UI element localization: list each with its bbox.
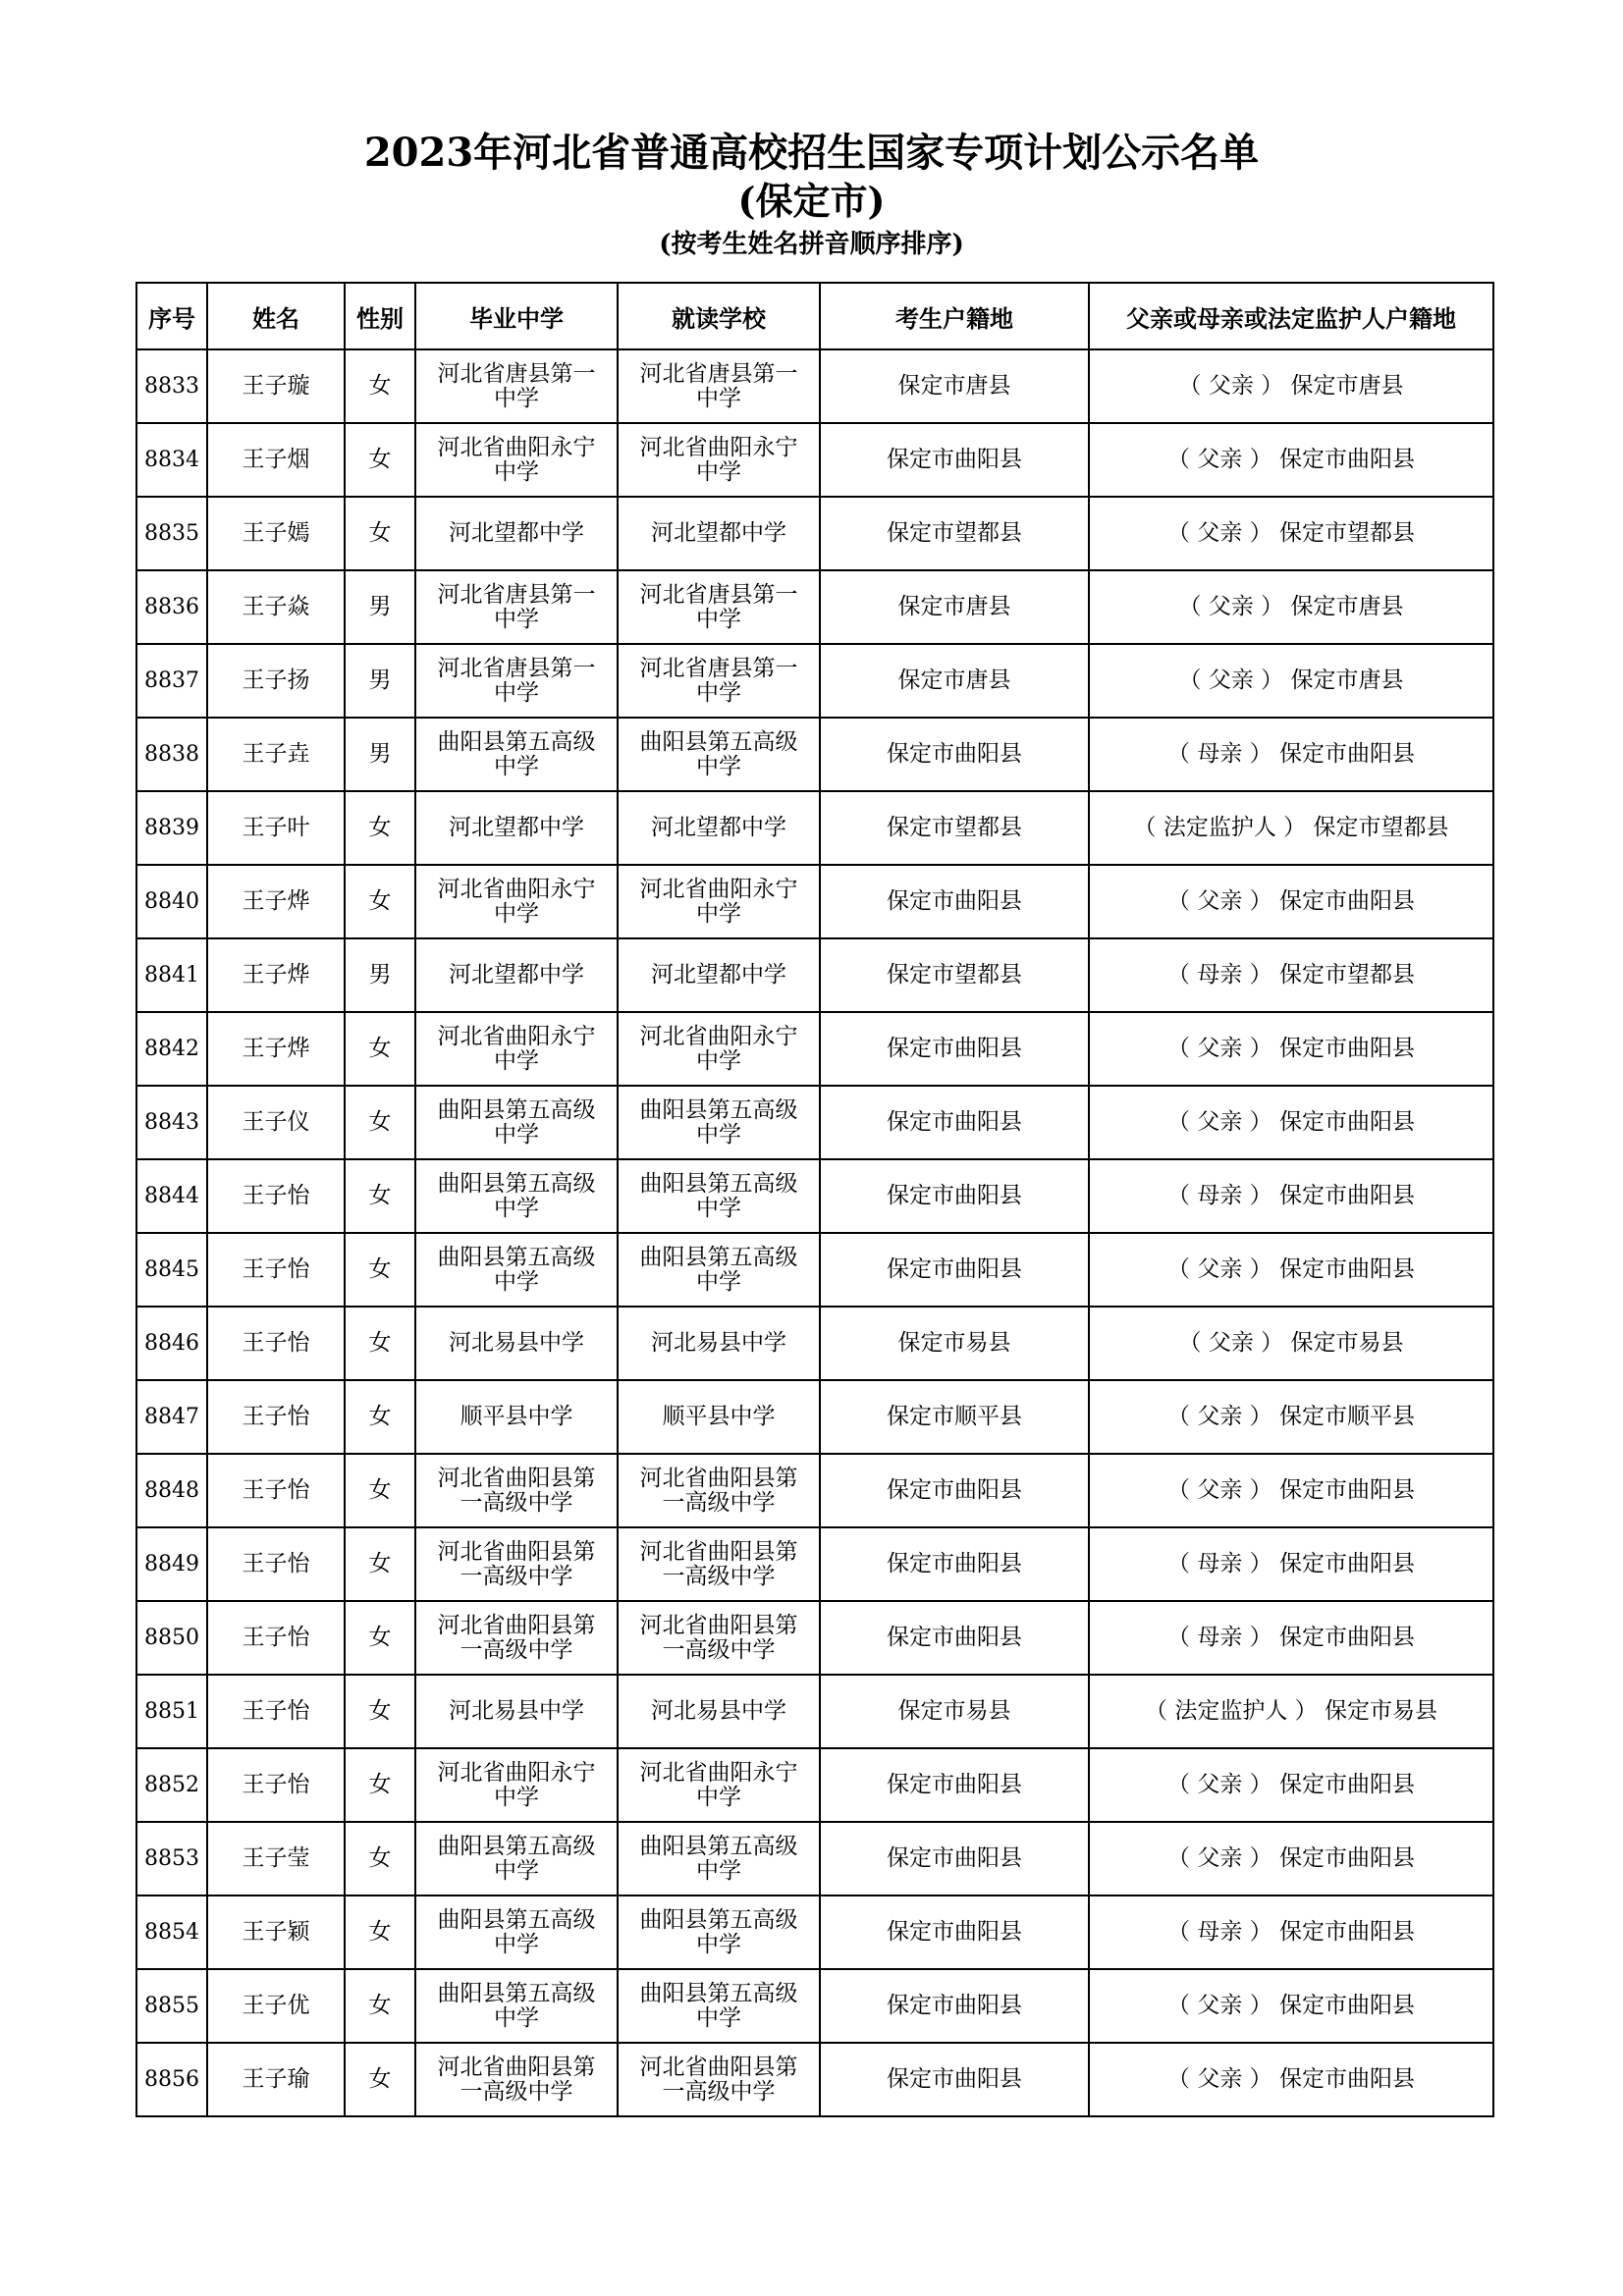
cell-guardian-residence: （ 父亲 ） 保定市曲阳县: [1089, 1454, 1493, 1527]
cell-guardian-residence: （ 父亲 ） 保定市曲阳县: [1089, 1822, 1493, 1896]
cell-gender: 男: [345, 938, 415, 1012]
table-row: [136, 1159, 1493, 1233]
cell-serial: 8839: [136, 791, 207, 865]
header-serial: 序号: [136, 283, 207, 349]
table-row: [136, 1086, 1493, 1159]
cell-guardian-residence: （ 母亲 ） 保定市望都县: [1089, 938, 1493, 1012]
cell-gender: 男: [345, 570, 415, 644]
cell-guardian-residence: （ 父亲 ） 保定市曲阳县: [1089, 2043, 1493, 2116]
table-row: [136, 497, 1493, 570]
cell-graduation-school-text: 河北省唐县第一中学: [437, 360, 596, 411]
header-name: 姓名: [207, 283, 345, 349]
cell-gender: 女: [345, 497, 415, 570]
cell-current-school: [618, 1159, 820, 1233]
cell-current-school: [618, 865, 820, 938]
cell-graduation-school: [415, 1748, 618, 1822]
table-row: [136, 1380, 1493, 1454]
cell-current-school: [618, 1454, 820, 1527]
cell-gender: 女: [345, 1086, 415, 1159]
cell-graduation-school-text: 顺平县中学: [460, 1404, 573, 1429]
cell-name: 王子怡: [207, 1527, 345, 1601]
cell-current-school: [618, 1969, 820, 2043]
cell-graduation-school-text: 河北省曲阳县第一高级中学: [437, 1538, 596, 1589]
cell-current-school-text: 河北望都中学: [651, 962, 786, 988]
cell-guardian-residence: （ 父亲 ） 保定市唐县: [1089, 570, 1493, 644]
cell-serial: 8843: [136, 1086, 207, 1159]
cell-graduation-school-text: 河北望都中学: [449, 962, 584, 988]
cell-current-school: [618, 1748, 820, 1822]
cell-residence: 保定市曲阳县: [820, 1601, 1089, 1675]
cell-serial: 8851: [136, 1675, 207, 1748]
cell-current-school: [618, 1527, 820, 1601]
cell-name: 王子莹: [207, 1822, 345, 1896]
cell-gender: 女: [345, 1969, 415, 2043]
cell-residence: 保定市曲阳县: [820, 865, 1089, 938]
cell-graduation-school: [415, 1675, 618, 1748]
cell-serial: 8846: [136, 1307, 207, 1380]
cell-current-school-text: 曲阳县第五高级中学: [639, 1833, 798, 1884]
header-guardian-residence: 父亲或母亲或法定监护人户籍地: [1089, 283, 1493, 349]
cell-residence: 保定市曲阳县: [820, 1969, 1089, 2043]
table-row: [136, 1969, 1493, 2043]
cell-current-school-text: 河北省唐县第一中学: [639, 655, 798, 706]
cell-gender: 女: [345, 1159, 415, 1233]
cell-graduation-school-text: 河北望都中学: [449, 815, 584, 840]
cell-residence: 保定市易县: [820, 1675, 1089, 1748]
cell-name: 王子璇: [207, 349, 345, 423]
table-row: [136, 570, 1493, 644]
cell-name: 王子烨: [207, 865, 345, 938]
table-row: [136, 1675, 1493, 1748]
cell-name: 王子烨: [207, 938, 345, 1012]
cell-current-school-text: 顺平县中学: [662, 1404, 776, 1429]
cell-gender: 女: [345, 349, 415, 423]
cell-guardian-residence: （ 父亲 ） 保定市曲阳县: [1089, 1969, 1493, 2043]
cell-graduation-school: [415, 1527, 618, 1601]
cell-guardian-residence: （ 父亲 ） 保定市曲阳县: [1089, 1233, 1493, 1307]
cell-serial: 8842: [136, 1012, 207, 1086]
cell-serial: 8838: [136, 718, 207, 791]
cell-serial: 8834: [136, 423, 207, 497]
cell-name: 王子怡: [207, 1675, 345, 1748]
cell-residence: 保定市曲阳县: [820, 1159, 1089, 1233]
cell-gender: 女: [345, 1822, 415, 1896]
cell-current-school: [618, 1896, 820, 1969]
document-title: 2023年河北省普通高校招生国家专项计划公示名单: [363, 130, 1260, 176]
cell-serial: 8833: [136, 349, 207, 423]
cell-name: 王子仪: [207, 1086, 345, 1159]
table-row: [136, 865, 1493, 938]
cell-graduation-school: [415, 497, 618, 570]
cell-graduation-school-text: 曲阳县第五高级中学: [437, 1096, 596, 1148]
cell-current-school-text: 河北省曲阳永宁中学: [639, 434, 798, 485]
cell-graduation-school-text: 曲阳县第五高级中学: [437, 1244, 596, 1295]
table-row: [136, 423, 1493, 497]
cell-residence: 保定市望都县: [820, 791, 1089, 865]
cell-guardian-residence: （ 母亲 ） 保定市曲阳县: [1089, 1527, 1493, 1601]
cell-name: 王子焱: [207, 570, 345, 644]
cell-current-school: [618, 1307, 820, 1380]
cell-guardian-residence: （ 父亲 ） 保定市唐县: [1089, 349, 1493, 423]
cell-graduation-school-text: 河北省唐县第一中学: [437, 581, 596, 632]
cell-gender: 女: [345, 1233, 415, 1307]
cell-residence: 保定市曲阳县: [820, 1822, 1089, 1896]
cell-current-school: [618, 1380, 820, 1454]
cell-graduation-school-text: 曲阳县第五高级中学: [437, 728, 596, 779]
table-body: [136, 349, 1493, 2116]
cell-name: 王子叶: [207, 791, 345, 865]
cell-graduation-school-text: 河北易县中学: [449, 1698, 584, 1724]
cell-name: 王子颖: [207, 1896, 345, 1969]
cell-current-school-text: 曲阳县第五高级中学: [639, 1096, 798, 1148]
cell-graduation-school-text: 河北望都中学: [449, 520, 584, 546]
cell-name: 王子怡: [207, 1601, 345, 1675]
table-row: [136, 2043, 1493, 2116]
cell-residence: 保定市唐县: [820, 644, 1089, 718]
cell-graduation-school-text: 河北省曲阳县第一高级中学: [437, 2054, 596, 2105]
cell-graduation-school: [415, 1233, 618, 1307]
cell-current-school-text: 曲阳县第五高级中学: [639, 1980, 798, 2031]
cell-residence: 保定市易县: [820, 1307, 1089, 1380]
cell-guardian-residence: （ 法定监护人 ） 保定市易县: [1089, 1675, 1493, 1748]
cell-residence: 保定市曲阳县: [820, 1748, 1089, 1822]
cell-graduation-school: [415, 1896, 618, 1969]
cell-graduation-school: [415, 791, 618, 865]
cell-name: 王子烨: [207, 1012, 345, 1086]
cell-current-school: [618, 791, 820, 865]
cell-gender: 女: [345, 791, 415, 865]
cell-name: 王子扬: [207, 644, 345, 718]
cell-graduation-school-text: 河北省曲阳永宁中学: [437, 1759, 596, 1810]
cell-serial: 8836: [136, 570, 207, 644]
cell-gender: 女: [345, 2043, 415, 2116]
cell-current-school-text: 河北省曲阳县第一高级中学: [639, 2054, 798, 2105]
cell-graduation-school: [415, 423, 618, 497]
cell-current-school-text: 河北望都中学: [651, 520, 786, 546]
cell-residence: 保定市唐县: [820, 349, 1089, 423]
cell-current-school-text: 曲阳县第五高级中学: [639, 728, 798, 779]
cell-current-school-text: 河北易县中学: [651, 1330, 786, 1356]
cell-graduation-school: [415, 349, 618, 423]
cell-name: 王子嫣: [207, 497, 345, 570]
table-row: [136, 1896, 1493, 1969]
cell-graduation-school-text: 河北省唐县第一中学: [437, 655, 596, 706]
cell-serial: 8853: [136, 1822, 207, 1896]
cell-serial: 8844: [136, 1159, 207, 1233]
cell-current-school: [618, 1012, 820, 1086]
cell-guardian-residence: （ 父亲 ） 保定市曲阳县: [1089, 423, 1493, 497]
cell-guardian-residence: （ 父亲 ） 保定市唐县: [1089, 644, 1493, 718]
cell-guardian-residence: （ 父亲 ） 保定市望都县: [1089, 497, 1493, 570]
cell-gender: 男: [345, 718, 415, 791]
cell-graduation-school: [415, 1969, 618, 2043]
cell-guardian-residence: （ 父亲 ） 保定市曲阳县: [1089, 865, 1493, 938]
cell-serial: 8850: [136, 1601, 207, 1675]
cell-graduation-school: [415, 1454, 618, 1527]
cell-gender: 女: [345, 1896, 415, 1969]
cell-current-school: [618, 1675, 820, 1748]
cell-current-school-text: 河北省唐县第一中学: [639, 360, 798, 411]
cell-current-school-text: 河北省曲阳永宁中学: [639, 1023, 798, 1074]
cell-name: 王子怡: [207, 1454, 345, 1527]
cell-gender: 女: [345, 423, 415, 497]
cell-residence: 保定市唐县: [820, 570, 1089, 644]
cell-graduation-school-text: 河北省曲阳永宁中学: [437, 876, 596, 927]
cell-current-school-text: 河北省曲阳县第一高级中学: [639, 1465, 798, 1516]
roster-table: [135, 282, 1494, 2117]
cell-graduation-school: [415, 1307, 618, 1380]
cell-graduation-school: [415, 570, 618, 644]
cell-graduation-school-text: 曲阳县第五高级中学: [437, 1980, 596, 2031]
cell-current-school-text: 河北省曲阳永宁中学: [639, 1759, 798, 1810]
cell-graduation-school: [415, 1822, 618, 1896]
cell-current-school: [618, 1233, 820, 1307]
cell-name: 王子怡: [207, 1307, 345, 1380]
table-row: [136, 1601, 1493, 1675]
cell-current-school: [618, 1601, 820, 1675]
cell-serial: 8847: [136, 1380, 207, 1454]
cell-gender: 女: [345, 1454, 415, 1527]
cell-current-school: [618, 1822, 820, 1896]
cell-guardian-residence: （ 父亲 ） 保定市曲阳县: [1089, 1012, 1493, 1086]
cell-residence: 保定市曲阳县: [820, 1896, 1089, 1969]
cell-gender: 男: [345, 644, 415, 718]
table-row: [136, 718, 1493, 791]
cell-serial: 8855: [136, 1969, 207, 2043]
cell-serial: 8848: [136, 1454, 207, 1527]
cell-guardian-residence: （ 母亲 ） 保定市曲阳县: [1089, 1601, 1493, 1675]
cell-graduation-school-text: 曲阳县第五高级中学: [437, 1170, 596, 1221]
table-row: [136, 1012, 1493, 1086]
cell-gender: 女: [345, 1601, 415, 1675]
cell-name: 王子怡: [207, 1380, 345, 1454]
cell-gender: 女: [345, 1675, 415, 1748]
cell-guardian-residence: （ 父亲 ） 保定市曲阳县: [1089, 1086, 1493, 1159]
cell-serial: 8837: [136, 644, 207, 718]
cell-gender: 女: [345, 1527, 415, 1601]
cell-serial: 8845: [136, 1233, 207, 1307]
cell-residence: 保定市曲阳县: [820, 1233, 1089, 1307]
sort-note: (按考生姓名拼音顺序排序): [659, 230, 964, 259]
cell-name: 王子怡: [207, 1233, 345, 1307]
cell-current-school-text: 曲阳县第五高级中学: [639, 1906, 798, 1957]
cell-name: 王子优: [207, 1969, 345, 2043]
cell-current-school: [618, 349, 820, 423]
cell-residence: 保定市曲阳县: [820, 1012, 1089, 1086]
cell-graduation-school: [415, 938, 618, 1012]
cell-residence: 保定市曲阳县: [820, 1527, 1089, 1601]
table-row: [136, 1307, 1493, 1380]
cell-graduation-school: [415, 1380, 618, 1454]
table-row: [136, 1748, 1493, 1822]
cell-current-school-text: 河北望都中学: [651, 815, 786, 840]
cell-current-school-text: 河北易县中学: [651, 1698, 786, 1724]
cell-name: 王子垚: [207, 718, 345, 791]
cell-guardian-residence: （ 母亲 ） 保定市曲阳县: [1089, 1159, 1493, 1233]
cell-residence: 保定市曲阳县: [820, 718, 1089, 791]
cell-current-school: [618, 497, 820, 570]
cell-guardian-residence: （ 父亲 ） 保定市顺平县: [1089, 1380, 1493, 1454]
document-subtitle: (保定市): [737, 179, 886, 223]
header-current-school: 就读学校: [618, 283, 820, 349]
cell-residence: 保定市望都县: [820, 938, 1089, 1012]
cell-residence: 保定市曲阳县: [820, 423, 1089, 497]
cell-residence: 保定市曲阳县: [820, 1454, 1089, 1527]
cell-gender: 女: [345, 865, 415, 938]
cell-graduation-school: [415, 718, 618, 791]
table-header-row: [136, 283, 1493, 349]
table-row: [136, 938, 1493, 1012]
cell-serial: 8835: [136, 497, 207, 570]
header-gender: 性别: [345, 283, 415, 349]
cell-graduation-school: [415, 865, 618, 938]
cell-current-school: [618, 1086, 820, 1159]
cell-serial: 8856: [136, 2043, 207, 2116]
table-row: [136, 644, 1493, 718]
cell-current-school-text: 河北省曲阳永宁中学: [639, 876, 798, 927]
cell-graduation-school: [415, 1601, 618, 1675]
cell-graduation-school-text: 河北易县中学: [449, 1330, 584, 1356]
cell-guardian-residence: （ 父亲 ） 保定市易县: [1089, 1307, 1493, 1380]
cell-graduation-school-text: 河北省曲阳永宁中学: [437, 1023, 596, 1074]
cell-gender: 女: [345, 1012, 415, 1086]
cell-current-school: [618, 2043, 820, 2116]
cell-current-school: [618, 570, 820, 644]
header-graduation-school: 毕业中学: [415, 283, 618, 349]
cell-graduation-school-text: 河北省曲阳永宁中学: [437, 434, 596, 485]
table-row: [136, 791, 1493, 865]
cell-guardian-residence: （ 母亲 ） 保定市曲阳县: [1089, 1896, 1493, 1969]
cell-current-school-text: 河北省曲阳县第一高级中学: [639, 1612, 798, 1663]
cell-graduation-school-text: 曲阳县第五高级中学: [437, 1833, 596, 1884]
table-row: [136, 349, 1493, 423]
table-row: [136, 1454, 1493, 1527]
cell-graduation-school: [415, 1086, 618, 1159]
cell-serial: 8854: [136, 1896, 207, 1969]
cell-gender: 女: [345, 1307, 415, 1380]
table-row: [136, 1527, 1493, 1601]
table-row: [136, 1233, 1493, 1307]
cell-graduation-school: [415, 2043, 618, 2116]
header-residence: 考生户籍地: [820, 283, 1089, 349]
cell-graduation-school-text: 曲阳县第五高级中学: [437, 1906, 596, 1957]
cell-current-school: [618, 644, 820, 718]
cell-graduation-school-text: 河北省曲阳县第一高级中学: [437, 1612, 596, 1663]
cell-graduation-school: [415, 1012, 618, 1086]
cell-gender: 女: [345, 1380, 415, 1454]
cell-graduation-school: [415, 644, 618, 718]
cell-guardian-residence: （ 母亲 ） 保定市曲阳县: [1089, 718, 1493, 791]
cell-residence: 保定市曲阳县: [820, 1086, 1089, 1159]
cell-graduation-school-text: 河北省曲阳县第一高级中学: [437, 1465, 596, 1516]
cell-current-school-text: 曲阳县第五高级中学: [639, 1170, 798, 1221]
cell-graduation-school: [415, 1159, 618, 1233]
cell-serial: 8849: [136, 1527, 207, 1601]
cell-current-school-text: 曲阳县第五高级中学: [639, 1244, 798, 1295]
cell-gender: 女: [345, 1748, 415, 1822]
cell-name: 王子烟: [207, 423, 345, 497]
cell-name: 王子怡: [207, 1159, 345, 1233]
cell-current-school: [618, 938, 820, 1012]
cell-current-school-text: 河北省唐县第一中学: [639, 581, 798, 632]
cell-name: 王子怡: [207, 1748, 345, 1822]
cell-serial: 8840: [136, 865, 207, 938]
cell-residence: 保定市望都县: [820, 497, 1089, 570]
cell-serial: 8841: [136, 938, 207, 1012]
cell-serial: 8852: [136, 1748, 207, 1822]
cell-residence: 保定市顺平县: [820, 1380, 1089, 1454]
cell-guardian-residence: （ 法定监护人 ） 保定市望都县: [1089, 791, 1493, 865]
cell-residence: 保定市曲阳县: [820, 2043, 1089, 2116]
cell-current-school-text: 河北省曲阳县第一高级中学: [639, 1538, 798, 1589]
cell-current-school: [618, 423, 820, 497]
cell-current-school: [618, 718, 820, 791]
table-row: [136, 1822, 1493, 1896]
cell-guardian-residence: （ 父亲 ） 保定市曲阳县: [1089, 1748, 1493, 1822]
cell-name: 王子瑜: [207, 2043, 345, 2116]
